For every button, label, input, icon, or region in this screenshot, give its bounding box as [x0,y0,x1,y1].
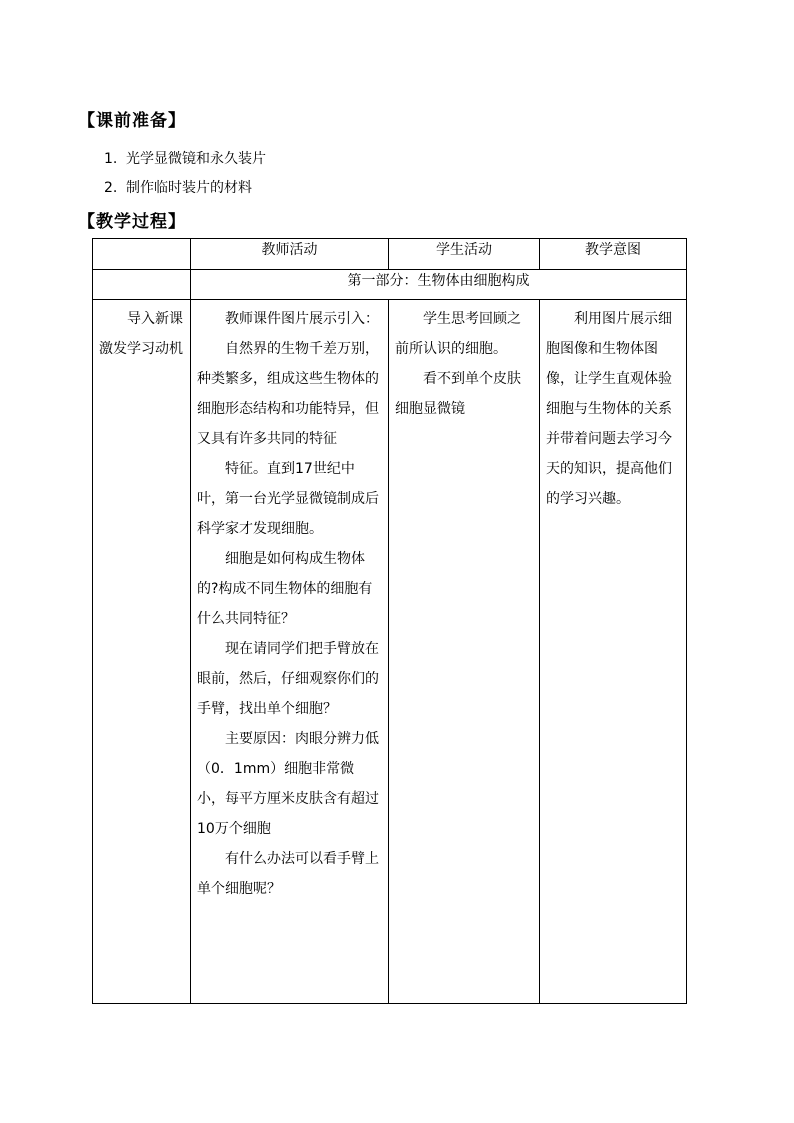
stage-cell [93,300,191,1004]
teacher-paragraph: 教师课件图片展示引入： [225,311,379,327]
table-header-row [93,239,687,270]
table-row [93,300,687,1004]
student-paragraph: 看不到单个皮肤细胞显微镜 [395,371,521,417]
student-activity-cell [389,300,540,1004]
header-cell-teacher: 教师活动 [191,239,389,270]
part-title: 第一部分：生物体由细胞构成 [191,270,687,300]
teacher-paragraph: 特征。直到17世纪中叶，第一台光学显微镜制成后科学家才发现细胞。 [197,461,379,537]
teacher-paragraph: 现在请同学们把手臂放在眼前，然后，仔细观察你们的手臂，找出单个细胞？ [197,641,379,717]
part-empty-cell [93,270,191,300]
stage-text: 导入新课激发学习动机 [99,311,183,357]
header-cell-student: 学生活动 [389,239,540,270]
prep-list [104,145,266,203]
process-section-title: 【教学过程】 [78,212,186,232]
teaching-process-table [92,238,687,1004]
intent-cell [540,300,687,1004]
teacher-paragraph: 有什么办法可以看手臂上单个细胞呢？ [197,851,379,897]
list-item [104,145,266,174]
list-item-text: 制作临时装片的材料 [126,180,252,196]
header-cell-intent: 教学意图 [540,239,687,270]
teacher-paragraph: 主要原因：肉眼分辨力低（0．1mm）细胞非常微小，每平方厘米皮肤含有超过10万个细胞 [197,731,379,837]
list-item-number: 2. [104,180,118,196]
list-item-text: 光学显微镜和永久装片 [126,151,266,167]
student-paragraph: 学生思考回顾之前所认识的细胞。 [395,311,521,357]
table-part-row [93,270,687,300]
list-item-number: 1. [104,151,118,167]
header-cell-stage [93,239,191,270]
teacher-paragraph: 自然界的生物千差万别，种类繁多，组成这些生物体的细胞形态结构和功能特异，但又具有许多共同的特征 [197,341,379,447]
intent-paragraph: 利用图片展示细胞图像和生物体图像，让学生直观体验细胞与生物体的关系并带着问题去学习今天的知识，提高他们的学习兴趣。 [546,311,672,507]
list-item [104,174,266,203]
teacher-activity-cell [191,300,389,1004]
teacher-paragraph: 细胞是如何构成生物体的?构成不同生物体的细胞有什么共同特征？ [197,551,373,627]
prep-section-title: 【课前准备】 [78,111,186,131]
